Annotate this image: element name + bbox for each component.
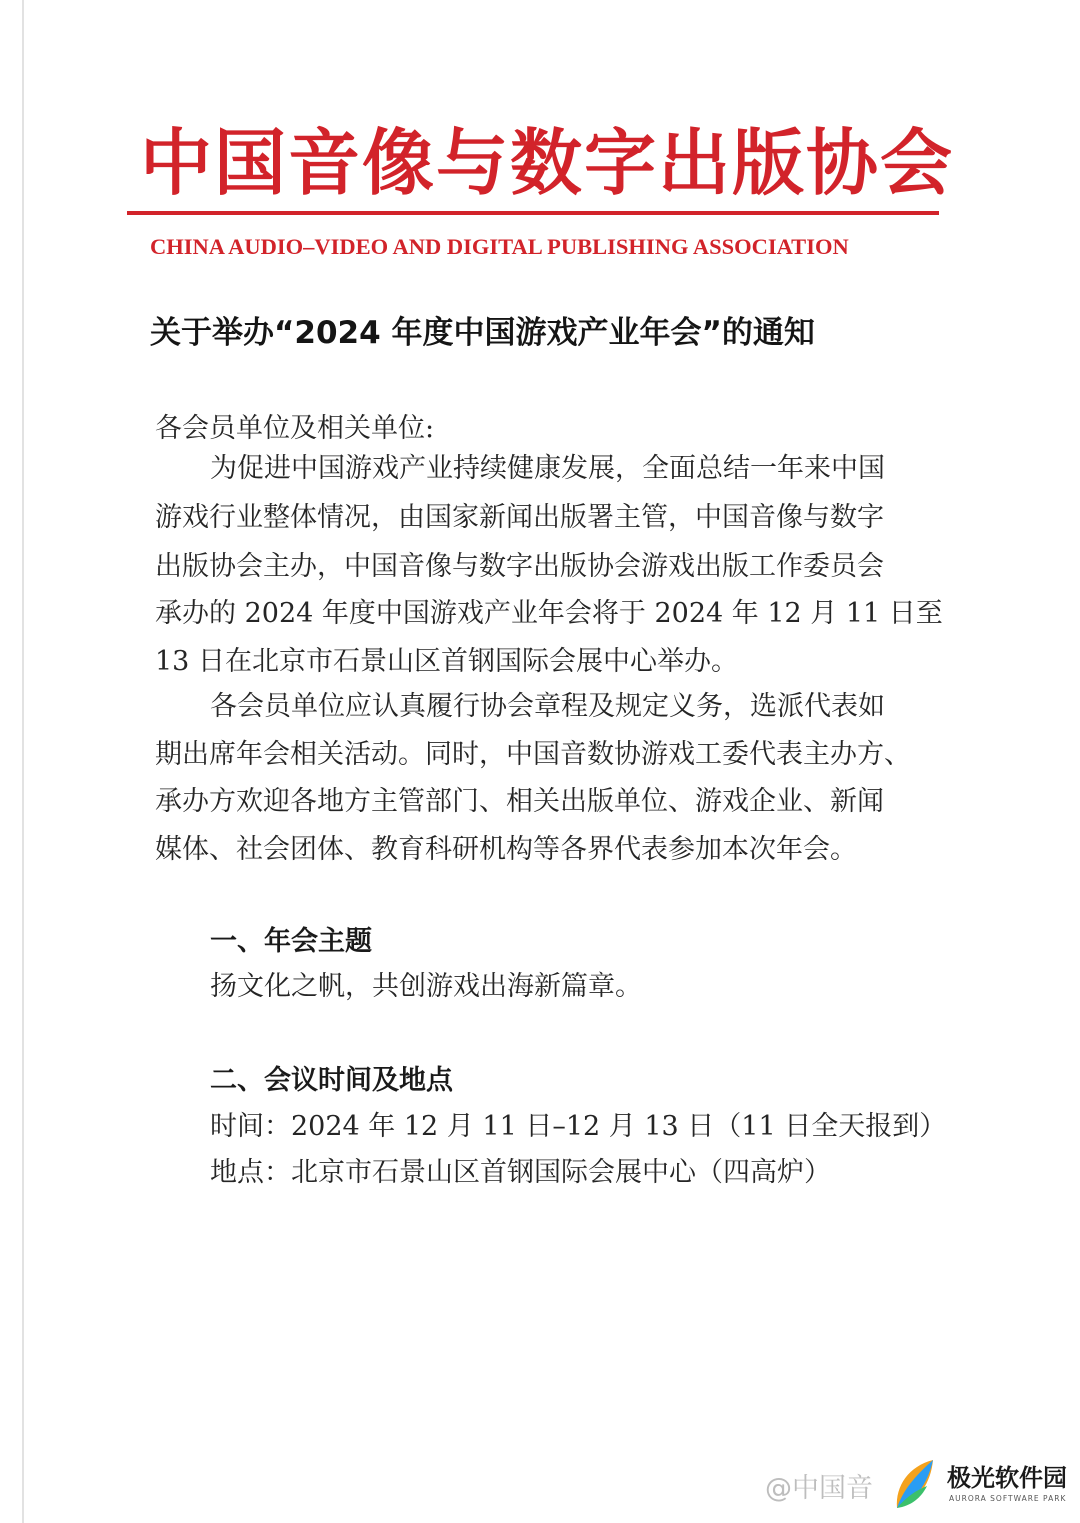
letterhead-rule xyxy=(127,211,939,215)
page-edge-shadow xyxy=(22,0,24,1523)
salutation: 各会员单位及相关单位: xyxy=(155,413,435,444)
paragraph2-line3: 承办方欢迎各地方主管部门、相关出版单位、游戏企业、新闻 xyxy=(155,786,884,817)
document-title: 关于举办“2024 年度中国游戏产业年会”的通知 xyxy=(150,315,815,351)
site-badge xyxy=(885,1454,1071,1514)
paragraph1-line4: 承办的 2024 年度中国游戏产业年会将于 2024 年 12 月 11 日至 xyxy=(155,598,943,629)
section2-place: 地点：北京市石景山区首钢国际会展中心（四高炉） xyxy=(210,1157,831,1188)
section2-time: 时间：2024 年 12 月 11 日–12 月 13 日（11 日全天报到） xyxy=(210,1111,947,1142)
aurora-leaf-icon xyxy=(887,1456,941,1512)
paragraph1-line2: 游戏行业整体情况，由国家新闻出版署主管，中国音像与数字 xyxy=(155,502,884,533)
weibo-watermark-text: @中国音 xyxy=(765,1473,873,1504)
site-name: 极光软件园 xyxy=(947,1464,1067,1492)
paragraph2-line2: 期出席年会相关活动。同时，中国音数协游戏工委代表主办方、 xyxy=(155,739,911,770)
paragraph1-line5: 13 日在北京市石景山区首钢国际会展中心举办。 xyxy=(155,646,738,677)
section2-heading: 二、会议时间及地点 xyxy=(210,1065,453,1096)
letterhead-org-name-en: CHINA AUDIO–VIDEO AND DIGITAL PUBLISHING ASSOCIATION xyxy=(150,234,849,259)
watermark xyxy=(765,1450,1075,1520)
section1-heading: 一、年会主题 xyxy=(210,926,372,957)
letterhead-org-name: 中国音像与数字出版协会 xyxy=(140,120,955,205)
paragraph2-line1: 各会员单位应认真履行协会章程及规定义务，选派代表如 xyxy=(210,691,885,722)
paragraph1-line3: 出版协会主办，中国音像与数字出版协会游戏出版工作委员会 xyxy=(155,551,884,582)
section1-text: 扬文化之帆，共创游戏出海新篇章。 xyxy=(210,971,642,1002)
site-name-en: AURORA SOFTWARE PARK xyxy=(949,1494,1067,1503)
paragraph2-line4: 媒体、社会团体、教育科研机构等各界代表参加本次年会。 xyxy=(155,834,857,865)
paragraph1-line1: 为促进中国游戏产业持续健康发展，全面总结一年来中国 xyxy=(210,453,885,484)
